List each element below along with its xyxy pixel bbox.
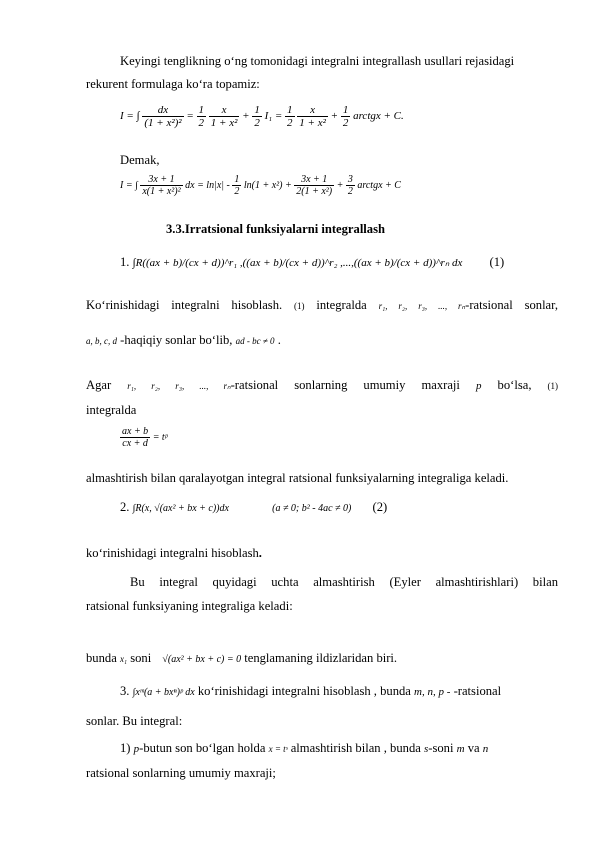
formula-result: I = ∫ $\frac{3x + 1}{\text{x(1 + x²)²}}$ dx = ln|x| - $\frac{1}{2}$ ln(1 + x²) + $\frac{3x + 1}{\text{2(1 + x²)}}$ + $\frac{3}{2}$ arctgx + C [120, 174, 401, 197]
formula1-tail: arctgx + C [353, 110, 402, 123]
para-5: ko‘rinishidagi integralni hisoblash. [86, 546, 262, 560]
intro-line-1: Keyingi tenglikning o‘ng tomonidagi integralni integrallash usullari rejasidagi [120, 54, 515, 68]
item-3: 3. ∫xᵐ(a + bxⁿ)ᵖ dx ko‘rinishidagi integralni hisoblash , bunda m, n, p - -ratsional [120, 684, 502, 698]
para-4: almashtirish bilan qaralayotgan integral ratsional funksiyalarning integraliga keladi. [86, 471, 509, 485]
para-8: sonlar. Bu integral: [86, 714, 183, 728]
demak-label: Demak, [120, 153, 160, 167]
item1-expression: ∫R((ax + b)/(cx + d))^r₁ ,((ax + b)/(cx + d))^r₂ ,...,((ax + b)/(cx + d))^rₙ dx [132, 257, 463, 269]
para-9: ratsional sonlarning umumiy maxraji; [86, 766, 276, 780]
integralda-label: integralda [86, 403, 137, 417]
formula1-frac1: $\frac{dx}{\text{(1 + x²)²}}$ [144, 104, 182, 129]
formula1-half4: $\frac{1}{2}$ [342, 104, 349, 129]
substitution-formula: $\frac{ax + b}{cx + d}$ = tᵖ [122, 426, 168, 449]
formula-recurrent: I = ∫ $\frac{dx}{\text{(1 + x²)²}}$ = $\frac{1}{2}$ $\frac{x}{\text{1 + x²}}$ + $\frac{1}{2}$ I₁ = $\frac{1}{2}$ $\frac{x}{\text{1 + x²}}$ + $\frac{1}{2}$ arctgx + C. [120, 104, 404, 129]
para-2: a, b, c, d -haqiqiy sonlar bo‘lib, ad - bc ≠ 0 . [86, 333, 281, 347]
intro-line-2: rekurent formulaga ko‘ra topamiz: [86, 77, 260, 91]
para-1: Ko‘rinishidagi integralni hisoblash. (1) integralda r₁, r₂, r₃, ..., rₙ-ratsional sonlar, [86, 298, 558, 312]
para-3: Agar r₁, r₂, r₃, ..., rₙ-ratsional sonlarning umumiy maxraji p bo‘lsa, (1) [86, 378, 559, 392]
formula1-half3: $\frac{1}{2}$ [287, 104, 293, 129]
formula1-half2: $\frac{1}{2}$ [254, 104, 260, 129]
item-4: 1) p-butun son bo‘lgan holda x = tˢ almashtirish bilan , bunda s-soni m va n [120, 741, 489, 755]
item-2: 2. ∫R(x, √(ax² + bx + c))dx (a ≠ 0; b² - 4ac ≠ 0) (2) [120, 500, 388, 514]
formula1-frac4: $\frac{x}{\text{1 + x²}}$ [299, 104, 326, 129]
formula1-frac2: $\frac{x}{\text{1 + x²}}$ [210, 104, 238, 129]
section-heading: 3.3.Irratsional funksiyalarni integrallash [166, 222, 386, 236]
item-1: 1. ∫R((ax + b)/(cx + d))^r₁ ,((ax + b)/(cx + d))^r₂ ,...,((ax + b)/(cx + d))^rₙ dx (1) [120, 255, 505, 269]
formula1-i1: I₁ [264, 110, 273, 123]
para-7: bunda x₁ soni √(ax² + bx + c) = 0 tenglamaning ildizlaridan biri. [86, 651, 398, 665]
formula1-lhs: I [120, 110, 124, 123]
para-6-line-1: Bu integral quyidagi uchta almashtirish (Eyler almashtirishlari) bilan [130, 575, 558, 589]
para-6-line-2: ratsional funksiyaning integraliga keladi: [86, 599, 293, 613]
item1-eqno: (1) [489, 255, 505, 269]
formula1-half1: $\frac{1}{2}$ [198, 104, 205, 129]
